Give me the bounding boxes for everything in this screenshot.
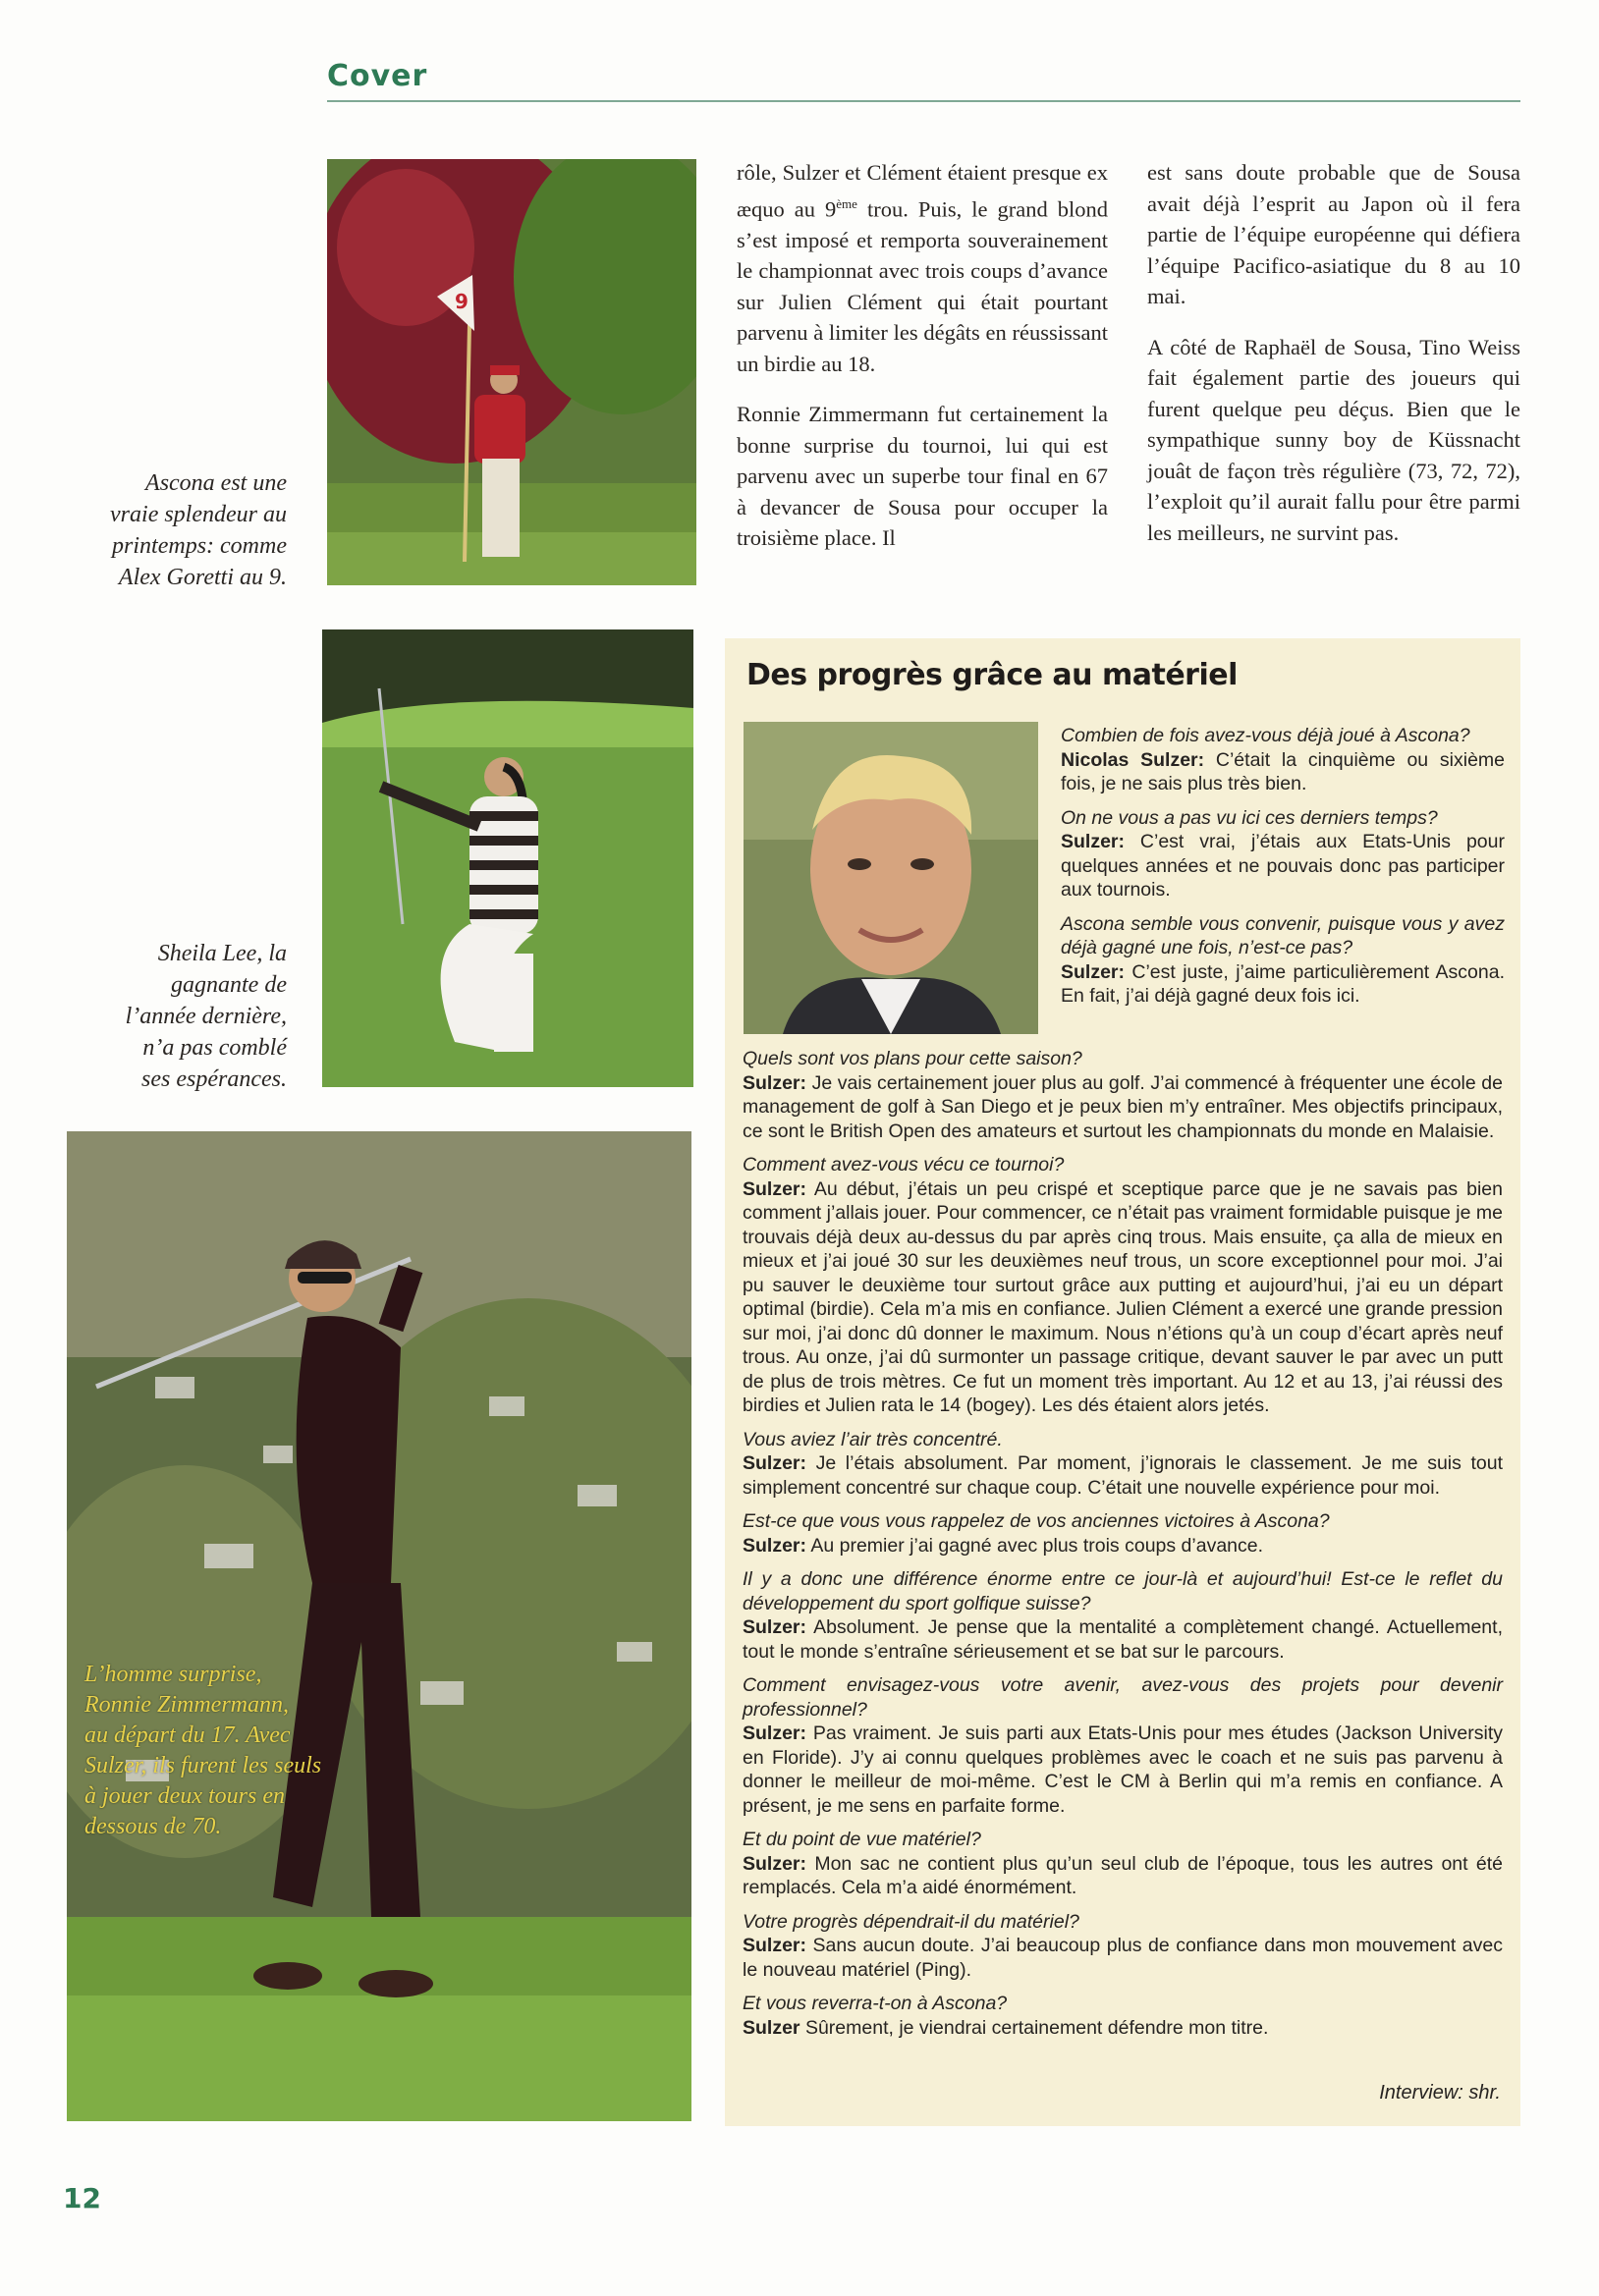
answer: Sans aucun doute. J’ai beaucoup plus de confiance dans mon mouvement avec le nouveau matériel (Ping). xyxy=(743,1935,1503,1981)
question: Vous aviez l’air très concentré. xyxy=(743,1428,1003,1450)
caption-line: Ronnie Zimmermann, xyxy=(84,1692,289,1718)
speaker: Sulzer: xyxy=(743,1071,807,1094)
answer: Au début, j’étais un peu crispé et sceptique parce que je ne savais pas bien comment j’allais jouer. Pour commencer, ce n’était pas vraiment formidable puisque je me trouvais déjà deux au-dessus du par après cinq trous. Mais ensuite, ça alla de mieux en mieux et j’ai joué 30 sur les deuxièmes neuf trous, un score exceptionnel pour moi. J’ai pu sauver le deuxième tour surtout grâce aux putting et aujourd’hui, j’ai eu un départ optimal (birdie). Cela m’a mis en confiance. Julien Clément a exercé une grande pression sur moi, j’ai donc dû donner le maximum. Nous n’étions qu’à un coup d’écart après neuf trous. Au onze, j’ai dû surmonter un passage critique, devant sauver le par avec un putt de plus de trois mètres. Ce fut un moment très important. Au 12 et au 13, j’ai réussi des birdies et Julien rata le 14 (bogey). Les dés étaient alors jetés. xyxy=(743,1177,1503,1416)
header-rule xyxy=(327,100,1520,102)
question: Comment avez-vous vécu ce tournoi? xyxy=(743,1154,1065,1175)
answer: Au premier j’ai gagné avec plus trois coups d’avance. xyxy=(806,1534,1264,1557)
caption-zimmermann xyxy=(84,1660,399,1842)
qa-item xyxy=(743,1428,1503,1501)
speaker: Sulzer: xyxy=(743,1935,807,1956)
article-paragraph: Ronnie Zimmermann fut certainement la bonne surprise du tournoi, lui qui est parvenu avec un superbe tour final en 67 à devancer de Sousa pour occuper la troisième place. Il xyxy=(737,402,1108,550)
answer: Pas vraiment. Je suis parti aux Etats-Unis pour mes études (Jackson University en Floride). J’y ai connu quelques problèmes avec le coach et ne suis pas parvenu à donner le meilleur de moi-même. C’est le CM à Berlin qui m’a remis en confiance. A présent, je me sens en parfaite forme. xyxy=(743,1722,1503,1817)
interview-credit: Interview: shr. xyxy=(1379,2082,1501,2104)
caption-line: l’année dernière, xyxy=(125,1004,287,1029)
qa-item xyxy=(743,1047,1503,1143)
caption-line: Alex Goretti au 9. xyxy=(118,565,287,590)
question: Et du point de vue matériel? xyxy=(743,1829,981,1850)
speaker: Sulzer: xyxy=(1061,960,1126,983)
speaker: Nicolas Sulzer: xyxy=(1061,748,1205,771)
question: Combien de fois avez-vous déjà joué à Ascona? xyxy=(1061,725,1470,746)
speaker: Sulzer: xyxy=(743,1177,807,1200)
answer: Sûrement, je viendrai certainement défendre mon titre. xyxy=(800,2016,1269,2039)
qa-item xyxy=(1061,806,1505,902)
caption-line: printemps: comme xyxy=(112,533,287,559)
caption-line: vraie splendeur au xyxy=(110,502,287,527)
qa-item xyxy=(743,1673,1503,1818)
answer: C’est vrai, j’étais aux Etats-Unis pour quelques années et ne pouvais donc pas participer aux tournois. xyxy=(1061,831,1505,901)
answer: Je l’étais absolument. Par moment, j’ignorais le classement. Je me suis tout simplement concentré sur chaque coup. C’était une nouvelle expérience pour moi. xyxy=(743,1452,1503,1499)
qa-item xyxy=(743,1509,1503,1558)
section-label: Cover xyxy=(327,59,428,93)
question: Comment envisagez-vous votre avenir, avez-vous des projets pour devenir professionnel? xyxy=(743,1674,1503,1721)
question: Il y a donc une différence énorme entre ce jour-là et aujourd’hui! Est-ce le reflet du développement du sport golfique suisse? xyxy=(743,1568,1503,1614)
speaker: Sulzer: xyxy=(743,1534,807,1557)
interview-body xyxy=(743,1047,1503,2050)
caption-line: gagnante de xyxy=(171,972,287,998)
qa-item xyxy=(743,1828,1503,1900)
portrait-nicolas-sulzer xyxy=(744,722,1038,1034)
question: Ascona semble vous convenir, puisque vous y avez déjà gagné une fois, n’est-ce pas? xyxy=(1061,912,1505,958)
interview-title: Des progrès grâce au matériel xyxy=(746,658,1238,692)
qa-item xyxy=(743,1567,1503,1664)
article-column-1 xyxy=(737,157,1108,574)
caption-line: n’a pas comblé xyxy=(142,1035,287,1061)
speaker: Sulzer: xyxy=(743,1852,807,1875)
answer: Je vais certainement jouer plus au golf. J’ai commencé à fréquenter une école de management de golf à San Diego et je peux bien m’y entraîner. Mes objectifs principaux, ce sont le British Open des amateurs et surtout les championnats du monde en Malaisie. xyxy=(743,1071,1503,1142)
interview-top xyxy=(1061,724,1505,1018)
qa-item xyxy=(1061,912,1505,1009)
article-paragraph: A côté de Raphaël de Sousa, Tino Weiss fait également partie des joueurs qui furent quelque peu déçus. Bien que le sympathique sunny boy de Küssnacht jouât de façon très régulière (73, 72, 72), l’exploit qu’il aurait fallu pour être parmi les meilleurs, ne survint pas. xyxy=(1147,334,1520,545)
question: On ne vous a pas vu ici ces derniers temps? xyxy=(1061,806,1438,829)
article-paragraph: est sans doute probable que de Sousa avait déjà l’esprit au Japon où il fera partie de l’équipe européenne qui défiera l’équipe Pacifico-asiatique du 8 au 10 mai. xyxy=(1147,160,1520,308)
qa-item xyxy=(743,1992,1503,2040)
question: Et vous reverra-t-on à Ascona? xyxy=(743,1993,1008,2014)
photo-sheila-lee xyxy=(322,629,693,1087)
question: Votre progrès dépendrait-il du matériel? xyxy=(743,1910,1079,1933)
caption-line: Ascona est une xyxy=(145,470,287,496)
caption-line: ses espérances. xyxy=(141,1066,287,1092)
caption-line: L’homme surprise, xyxy=(84,1662,262,1687)
svg-text:9: 9 xyxy=(455,290,469,313)
qa-item xyxy=(743,1910,1503,1983)
speaker: Sulzer xyxy=(743,2016,800,2039)
qa-item xyxy=(743,1153,1503,1418)
answer: Mon sac ne contient plus qu’un seul club de l’époque, tous les autres ont été remplacés. Cela m’a aidé énormément. xyxy=(743,1852,1503,1898)
question: Est-ce que vous vous rappelez de vos anciennes victoires à Ascona? xyxy=(743,1510,1330,1532)
caption-flag xyxy=(59,467,287,593)
speaker: Sulzer: xyxy=(743,1452,807,1474)
answer: C’était la cinquième ou sixième fois, je ne sais plus très bien. xyxy=(1061,748,1506,794)
caption-line: à jouer deux tours en xyxy=(84,1783,285,1809)
question: Quels sont vos plans pour cette saison? xyxy=(743,1048,1082,1069)
caption-line: Sheila Lee, la xyxy=(157,941,287,966)
speaker: Sulzer: xyxy=(743,1722,807,1744)
answer: Absolument. Je pense que la mentalité a complètement changé. Actuellement, tout le monde s’entraîne sérieusement et se bat sur le parcours. xyxy=(743,1616,1503,1663)
answer: C’est juste, j’aime particulièrement Ascona. En fait, j’ai déjà gagné deux fois ici. xyxy=(1061,960,1505,1007)
speaker: Sulzer: xyxy=(743,1616,807,1638)
article-column-2 xyxy=(1147,157,1520,568)
caption-line: au départ du 17. Avec xyxy=(84,1722,291,1748)
article-paragraph: rôle, Sulzer et Clément étaient presque ex æquo au 9ème trou. Puis, le grand blond s’est imposé et remporta souverainement le championnat avec trois coups d’avance sur Julien Clément qui était pourtant parvenu à limiter les dégâts en réussissant un birdie au 18. xyxy=(737,160,1108,376)
photo-ronnie-zimmermann xyxy=(67,1131,691,2121)
caption-line: dessous de 70. xyxy=(84,1814,222,1839)
photo-flag-golfer xyxy=(327,159,696,585)
caption-line: Sulzer, ils furent les seuls xyxy=(84,1753,322,1778)
speaker: Sulzer: xyxy=(1061,831,1126,852)
qa-item xyxy=(1061,724,1505,796)
page-number: 12 xyxy=(63,2182,101,2214)
caption-sheila-lee xyxy=(59,938,287,1095)
